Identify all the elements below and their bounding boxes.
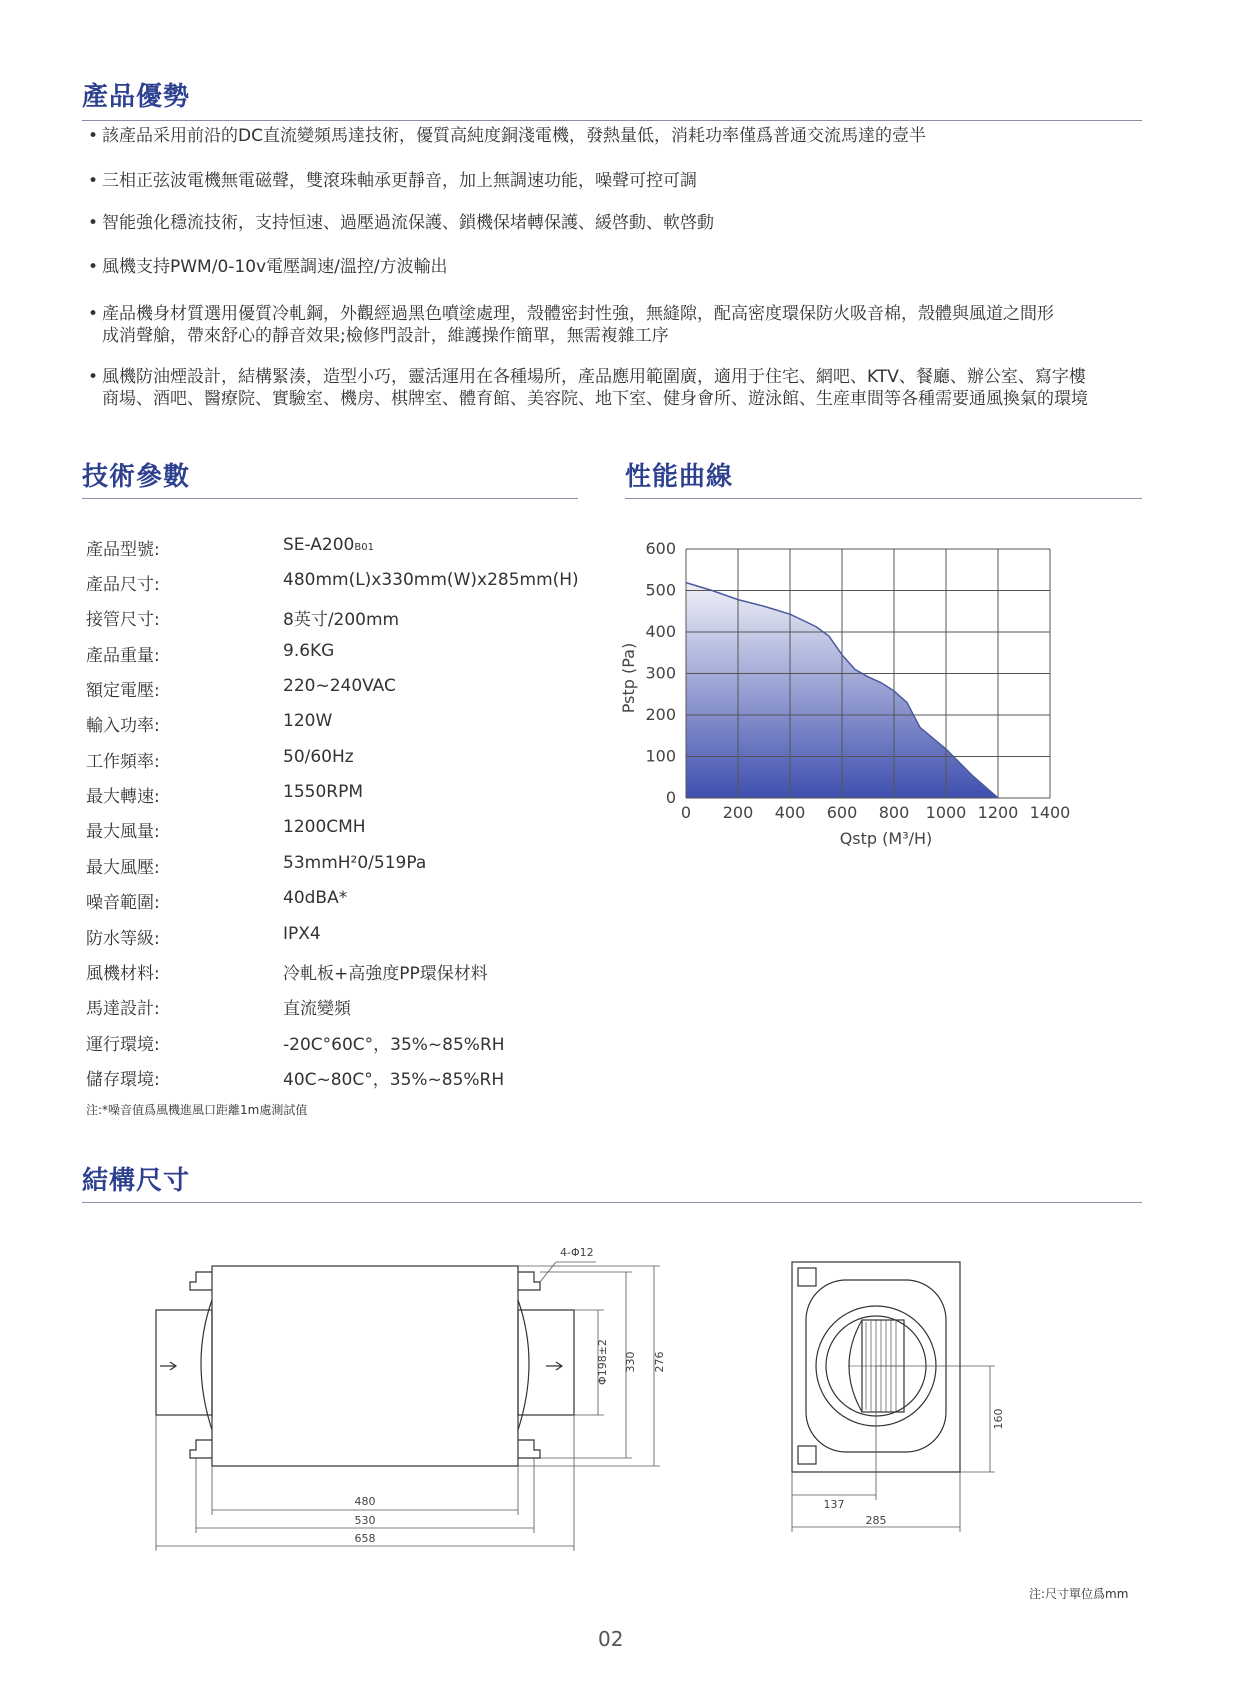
y-tick-label: 600: [645, 539, 676, 558]
bullet-marker: •: [88, 171, 99, 191]
specs-divider: [82, 498, 578, 499]
advantage-text: 風機支持PWM/0-10v電壓調速/溫控/方波輸出: [102, 257, 448, 277]
spec-label: 工作頻率:: [86, 751, 160, 772]
x-tick-label: 1000: [925, 803, 967, 822]
spec-footnote: 注:*噪音值爲風機進風口距離1m處測試值: [86, 1103, 308, 1117]
spec-value: 1550RPM: [283, 782, 363, 803]
y-tick-label: 300: [645, 663, 676, 683]
specs-heading: 技術參數: [82, 462, 191, 492]
dim-285: 285: [865, 1514, 887, 1527]
spec-label: 最大轉速:: [86, 787, 160, 808]
spec-value: 50/60Hz: [283, 746, 354, 767]
y-tick-label: 400: [645, 622, 676, 641]
dim-480: 480: [354, 1495, 376, 1508]
y-axis-label: Pstp (Pa): [619, 642, 638, 714]
dim-d198: Φ198±2: [596, 1339, 609, 1385]
spec-label: 儲存環境:: [86, 1069, 160, 1090]
dim-160: 160: [992, 1408, 1005, 1430]
y-tick-label: 100: [645, 746, 676, 766]
spec-label: 最大風壓:: [86, 857, 160, 878]
spec-label: 輸入功率:: [86, 716, 160, 737]
end-view-drawing: [785, 1246, 1025, 1546]
spec-value: 40C~80C°，35%~85%RH: [283, 1069, 505, 1090]
x-tick-label: 600: [826, 803, 858, 822]
fan-body: [212, 1266, 518, 1466]
spec-value: -20C°60C°，35%~85%RH: [283, 1034, 505, 1055]
x-tick-label: 800: [878, 803, 910, 822]
x-tick-label: 200: [722, 803, 754, 822]
dim-137: 137: [823, 1498, 845, 1511]
spec-label: 產品重量:: [86, 645, 160, 666]
model-name: SE-A200: [283, 535, 355, 555]
x-tick-label: 1200: [977, 803, 1019, 822]
performance-chart: [610, 530, 1090, 860]
bullet-marker: •: [88, 126, 99, 146]
spec-label: 運行環境:: [86, 1034, 160, 1055]
side-view-drawing: [150, 1236, 690, 1556]
dim-530: 530: [354, 1514, 376, 1527]
bullet-marker: •: [88, 257, 99, 277]
performance-divider: [625, 498, 1142, 499]
advantage-text: 智能強化穩流技術，支持恒速、過壓過流保護、鎖機保堵轉保護、緩啓動、軟啓動: [102, 213, 714, 233]
spec-label: 額定電壓:: [86, 681, 160, 702]
dim-658: 658: [354, 1532, 376, 1545]
spec-value: 1200CMH: [283, 817, 366, 838]
spec-label: 馬達設計:: [86, 999, 160, 1020]
y-tick-label: 200: [645, 705, 676, 724]
advantage-text: 三相正弦波電機無電磁聲，雙滾珠軸承更靜音，加上無調速功能，噪聲可控可調: [102, 171, 697, 191]
x-tick-label: 400: [774, 803, 806, 822]
page-number: 02: [598, 1627, 624, 1651]
advantage-text: 風機防油煙設計，結構緊湊，造型小巧，靈活運用在各種場所，產品應用範圍廣，適用于住宅、網吧、KTV、餐廳、辦公室、寫字樓: [102, 367, 1086, 387]
y-tick-label: 0: [665, 788, 676, 807]
bullet-marker: •: [88, 213, 99, 233]
spec-label: 產品型號:: [86, 540, 160, 560]
advantages-divider: [82, 120, 1142, 121]
x-tick-label: 0: [680, 803, 692, 822]
advantages-heading: 產品優勢: [82, 82, 191, 112]
bullet-marker: •: [88, 367, 99, 387]
dim-276: 276: [653, 1351, 666, 1373]
spec-value: 9.6KG: [283, 640, 335, 661]
y-tick-label: 500: [645, 580, 676, 600]
x-axis-label: Qstp (M³/H): [839, 829, 933, 848]
inlet-duct: [156, 1310, 212, 1415]
spec-label: 產品尺寸:: [86, 575, 160, 595]
spec-value: IPX4: [283, 923, 321, 944]
spec-label: 接管尺寸:: [86, 610, 160, 631]
structure-divider: [82, 1202, 1142, 1203]
spec-label: 風機材料:: [86, 963, 160, 984]
advantage-text-cont: 商場、酒吧、醫療院、實驗室、機房、棋牌室、體育館、美容院、地下室、健身會所、遊泳館、生産車間等各種需要通風換氣的環境: [102, 389, 1088, 409]
spec-value: 53mmH²0/519Pa: [283, 852, 427, 873]
model-suffix: B01: [354, 542, 374, 553]
performance-heading: 性能曲線: [625, 462, 734, 492]
spec-label: 防水等級:: [86, 928, 160, 949]
dim-holes: 4-Φ12: [560, 1246, 594, 1259]
spec-value: 8英寸/200mm: [283, 610, 400, 631]
x-tick-label: 1400: [1029, 803, 1071, 822]
spec-label: 最大風量:: [86, 822, 160, 843]
spec-value: 120W: [283, 711, 333, 732]
dim-330: 330: [624, 1351, 637, 1373]
spec-value: 480mm(L)x330mm(W)x285mm(H): [283, 570, 579, 590]
outlet-duct: [518, 1310, 574, 1415]
spec-value-model: [283, 535, 374, 555]
unit-note: 注:尺寸單位爲mm: [1029, 1587, 1129, 1601]
spec-value: 冷軋板+高強度PP環保材料: [283, 963, 488, 984]
structure-heading: 結構尺寸: [82, 1166, 191, 1196]
advantage-text: 產品機身材質選用優質冷軋鋼，外觀經過黑色噴塗處理，殼體密封性強，無縫隙，配高密度環保防火吸音棉，殼體與風道之間形: [102, 304, 1054, 324]
spec-value: 220~240VAC: [283, 676, 396, 697]
bullet-marker: •: [88, 304, 99, 324]
advantage-text-cont: 成消聲艙，帶來舒心的靜音效果;檢修門設計，維護操作簡單，無需複雜工序: [102, 326, 669, 346]
spec-label: 噪音範圍:: [86, 893, 160, 914]
advantage-text: 該產品采用前沿的DC直流變頻馬達技術，優質高純度銅淺電機，發熱量低，消耗功率僅爲普通交流馬達的壹半: [102, 126, 926, 146]
spec-value: 直流變頻: [283, 999, 351, 1020]
spec-value: 40dBA*: [283, 888, 348, 909]
